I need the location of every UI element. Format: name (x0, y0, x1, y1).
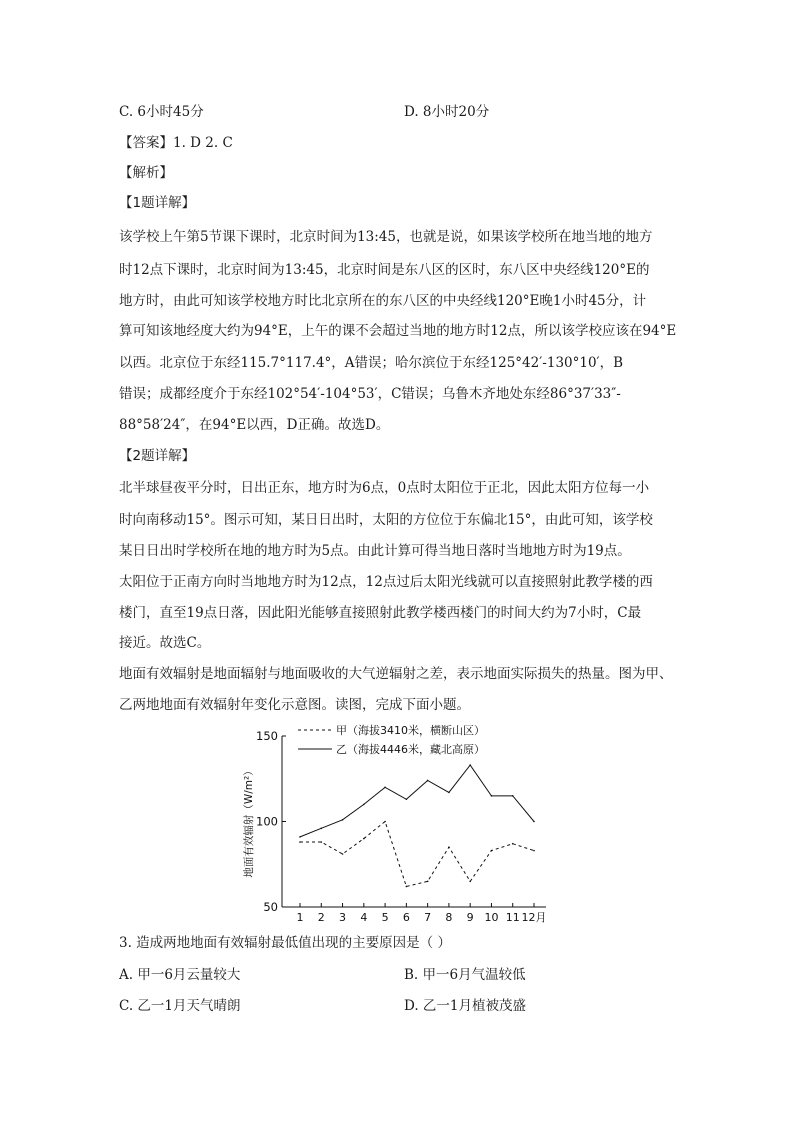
x-tick-label: 8 (445, 911, 453, 924)
q1-line-4: 算可知该地经度大约为94°E，上午的课不会超过当地的地方时12点，所以该学校应该在94°E (119, 323, 677, 339)
x-tick-label: 7 (424, 911, 432, 924)
q2-line-1: 北半球昼夜平分时，日出正东，地方时为6点，0点时太阳位于正北，因此太阳方位每一小 (119, 480, 650, 496)
data-point (533, 821, 535, 823)
answer-line: 【答案】1. D 2. C (119, 135, 233, 151)
x-tick-label: 10 (484, 911, 499, 924)
data-point (533, 850, 535, 852)
chart-canvas (236, 722, 566, 926)
x-tick-label: 12月 (521, 911, 547, 924)
legend-label-2: 乙（海拔4446米，藏北高原） (336, 743, 485, 756)
y-tick-label: 100 (256, 814, 278, 829)
x-tick-label: 3 (339, 911, 347, 924)
q2-line-5: 楼门，直至19点日落，因此阳光能够直接照射此教学楼西楼门的时间大约为7小时，C最 (119, 605, 642, 621)
intro-line-2: 乙两地地面有效辐射年变化示意图。读图，完成下面小题。 (119, 697, 470, 713)
x-tick-label: 4 (360, 911, 368, 924)
x-tick-label: 11 (505, 911, 520, 924)
data-point (406, 886, 408, 888)
data-point (406, 798, 408, 800)
data-point (427, 780, 429, 782)
y-axis-label: 地面有效辐射（W/m²） (243, 765, 255, 878)
question3-option-a: A. 甲一6月云量较大 (119, 967, 241, 983)
option-d-prev: D. 8小时20分 (404, 104, 490, 120)
series-line-2 (300, 765, 534, 837)
data-point (448, 846, 450, 848)
data-point (384, 787, 386, 789)
x-tick-label: 9 (466, 911, 474, 924)
question3-option-b: B. 甲一6月气温较低 (404, 967, 526, 983)
option-c-prev: C. 6小时45分 (119, 104, 204, 120)
q2-line-2: 时向南移动15°。图示可知，某日日出时，太阳的方位位于东偏北15°，由此可知，该学校 (119, 512, 653, 528)
data-point (384, 821, 386, 823)
data-point (320, 841, 322, 843)
data-point (448, 792, 450, 794)
data-point (469, 881, 471, 883)
data-point (299, 841, 301, 843)
data-point (512, 843, 514, 845)
q1-line-6: 错误；成都经度介于东经102°54′-104°53′，C错误；乌鲁木齐地处东经86°37′33″- (119, 386, 621, 402)
data-point (491, 795, 493, 797)
data-point (469, 764, 471, 766)
q1-line-1: 该学校上午第5节课下课时，北京时间为13:45，也就是说，如果该学校所在地当地的地方 (119, 229, 653, 245)
q2-line-4: 太阳位于正南方向时当地地方时为12点，12点过后太阳光线就可以直接照射此教学楼的西 (119, 574, 653, 590)
data-point (491, 850, 493, 852)
x-tick-label: 2 (317, 911, 325, 924)
x-tick-label: 5 (381, 911, 389, 924)
legend-label-1: 甲（海拔3410米，横断山区） (336, 724, 485, 737)
q1-line-3: 地方时，由此可知该学校地方时比北京所在的东八区的中央经线120°E晚1小时45分，计 (119, 293, 647, 309)
x-tick-label: 1 (296, 911, 304, 924)
chart-svg (236, 722, 566, 926)
data-point (342, 819, 344, 821)
intro-line-1: 地面有效辐射是地面辐射与地面吸收的大气逆辐射之差，表示地面实际损失的热量。图为甲、 (119, 666, 673, 682)
y-tick-label: 150 (256, 729, 278, 743)
y-tick-label: 50 (263, 900, 278, 914)
question3-option-c: C. 乙一1月天气晴朗 (119, 998, 241, 1014)
question3-option-d: D. 乙一1月植被茂盛 (404, 998, 527, 1014)
data-point (299, 836, 301, 838)
question3-stem: 3. 造成两地地面有效辐射最低值出现的主要原因是（ ） (119, 935, 451, 951)
data-point (427, 881, 429, 883)
data-point (363, 804, 365, 806)
data-point (363, 838, 365, 840)
data-point (320, 828, 322, 830)
q1-line-5: 以西。北京位于东经115.7°117.4°，A错误；哈尔滨位于东经125°42′-130°10′，B (119, 355, 624, 371)
q2-line-6: 接近。故选C。 (119, 635, 211, 651)
radiation-chart (236, 722, 566, 926)
q2-line-3: 某日日出时学校所在地的地方时为5点。由此计算可得当地日落时当地地方时为19点。 (119, 543, 631, 559)
analysis-heading: 【解析】 (119, 165, 173, 181)
series-line-1 (300, 822, 534, 887)
x-tick-label: 6 (402, 911, 410, 924)
q2-heading: 【2题详解】 (119, 448, 196, 464)
data-point (342, 853, 344, 855)
q1-line-7: 88°58′24″，在94°E以西，D正确。故选D。 (119, 417, 390, 433)
q1-heading: 【1题详解】 (119, 195, 196, 211)
q1-line-2: 时12点下课时，北京时间为13:45，北京时间是东八区的区时，东八区中央经线120°E的 (119, 262, 650, 278)
data-point (512, 795, 514, 797)
